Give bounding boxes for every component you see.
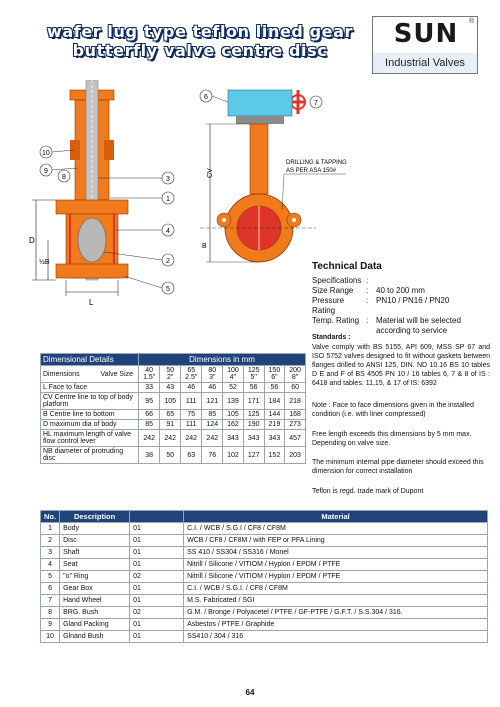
body-neck-front bbox=[250, 124, 268, 194]
svg-text:9: 9 bbox=[44, 168, 48, 175]
dimensions-unit-header: Dimensions in mm bbox=[139, 354, 306, 366]
svg-text:2: 2 bbox=[166, 258, 170, 265]
drilling-note-1: DRILLING & TAPPING bbox=[286, 160, 347, 166]
spec-row: Size Range : 40 to 200 mm bbox=[312, 286, 425, 295]
table-row: 1 Body 01 C.I. / WCB / S.G.I / CF8 / CF8M bbox=[41, 523, 488, 535]
table-row: HL maximum length of valve flow control lever 242 242 242 242 343 343 343 457 bbox=[41, 430, 306, 447]
svg-text:4: 4 bbox=[166, 228, 170, 235]
page-number: 64 bbox=[245, 688, 255, 697]
table-row: NB diameter of protruding disc 38 50 63 76 102 127 152 203 bbox=[41, 447, 306, 464]
logo-registered-mark: ® bbox=[468, 18, 474, 25]
lower-lug bbox=[56, 264, 128, 278]
svg-text:10: 10 bbox=[42, 150, 50, 157]
size-row: Dimensions Valve Size 40 1.5" 50 2" 65 2.5" 80 3" 100 4" 125 5" 150 6" 200 8" bbox=[41, 366, 306, 383]
svg-text:7: 7 bbox=[314, 100, 318, 107]
dim-label-l: L bbox=[89, 298, 94, 307]
materials-table bbox=[40, 510, 488, 643]
table-row: 3 Shaft 01 SS 410 / SS304 / SS316 / Monel bbox=[41, 547, 488, 559]
gland-bush-right bbox=[104, 140, 114, 160]
table-row: 9 Gland Packing 01 Asbestos / PTFE / Graphide bbox=[41, 619, 488, 631]
title-line-1: wafer lug type teflon lined gear bbox=[46, 22, 354, 41]
table-row: D maximum dia of body 85 91 111 124 162 190 219 273 bbox=[41, 420, 306, 430]
table-row: 7 Hand Wheel 01 M.S. Fabricated / SGI bbox=[41, 595, 488, 607]
standards-heading: Standards : bbox=[312, 334, 351, 341]
dimensions-table bbox=[40, 353, 306, 464]
page-title bbox=[40, 22, 360, 60]
table-row: 5 "o" Ring 02 Nitrill / Silicone / VITIOM / Hyplon / EPDM / PTFE bbox=[41, 571, 488, 583]
standards-block bbox=[312, 333, 490, 388]
upper-lug bbox=[56, 200, 128, 214]
table-row: 10 Glnand Bush 01 SS410 / 304 / 316 bbox=[41, 631, 488, 643]
technical-data-heading: Technical Data bbox=[312, 261, 382, 272]
table-row: 4 Seat 01 Nitrill / Silicone / VITIOM / Hyplon / EPDM / PTFE bbox=[41, 559, 488, 571]
table-row: CV Centre line to top of body platform 95 105 111 121 139 171 184 218 bbox=[41, 393, 306, 410]
table-row: 8 BRG. Bush 02 G.M. / Bronge / Polyacetel / PTFE / GF-PTFE / G.F.T. / S.S.304 / 316. bbox=[41, 607, 488, 619]
logo-tagline: Industrial Valves bbox=[373, 53, 477, 73]
standards-text: Valve comply with BS 5155, API 609, MSS SP 67 and ISO 5752 valves designed to fit without gaskets between flanges drilled to ANSI 125, DIN. ND 10.16 BS 10 tables D E and F of BS 4505 PN 10 / 16 tables 6, 7 & 8 of IS : 6418 and tables. 11,15, & 17 of IS: 6392 bbox=[312, 344, 490, 387]
svg-text:3: 3 bbox=[166, 176, 170, 183]
table-row: B Centre line to bottom 66 65 75 85 105 125 144 168 bbox=[41, 410, 306, 420]
spec-row: Pressure Rating : PN10 / PN16 / PN20 bbox=[312, 296, 450, 315]
dim-label-half-b: ½B bbox=[39, 259, 50, 266]
dim-label-cv: CV bbox=[207, 168, 214, 178]
dim-label-b: B bbox=[202, 243, 207, 250]
section-view bbox=[29, 80, 128, 307]
svg-text:6: 6 bbox=[204, 94, 208, 101]
sun-logo bbox=[372, 16, 478, 74]
table-row: L Face to face 33 43 46 46 52 56 56 60 bbox=[41, 383, 306, 393]
table-row: 2 Disc 01 WCB / CF8 / CF8M / with FEP or PFA Lining bbox=[41, 535, 488, 547]
note-min-diameter: The minimum internal pipe diameter should exceed this dimension for correct installation bbox=[312, 459, 484, 475]
table-header-row: No. Description Material bbox=[41, 511, 488, 523]
title-line-2: butterfly valve centre disc bbox=[72, 41, 328, 60]
table-header-row bbox=[41, 354, 306, 366]
technical-data bbox=[312, 262, 487, 336]
svg-text:8: 8 bbox=[62, 174, 66, 181]
note-face-to-face: Note : Face to face dimensions given in the installed condition (i.e. with liner compressed) bbox=[312, 402, 474, 418]
spec-row: Specifications : bbox=[312, 276, 369, 285]
disc bbox=[78, 218, 106, 262]
spec-row: Temp. Rating : Material will be selected according to service bbox=[312, 316, 461, 335]
note-teflon: Teflon is regd. trade mark of Dupont bbox=[312, 488, 424, 495]
gear-box bbox=[228, 90, 292, 116]
logo-brand: SUN bbox=[393, 19, 459, 49]
note-free-length: Free length exceeds this dimensions by 5 mm max. Depending on valve size. bbox=[312, 431, 472, 447]
dim-label-d: D bbox=[29, 236, 35, 245]
drilling-note-2: AS PER ASA 150# bbox=[286, 168, 337, 174]
dimensions-table-title: Dimensional Details bbox=[41, 354, 139, 366]
front-view bbox=[200, 90, 347, 262]
svg-text:1: 1 bbox=[166, 196, 170, 203]
table-row: 6 Gear Box 01 C.I. / WCB / S.G.I. / CF8 / CF8M bbox=[41, 583, 488, 595]
svg-text:5: 5 bbox=[166, 286, 170, 293]
